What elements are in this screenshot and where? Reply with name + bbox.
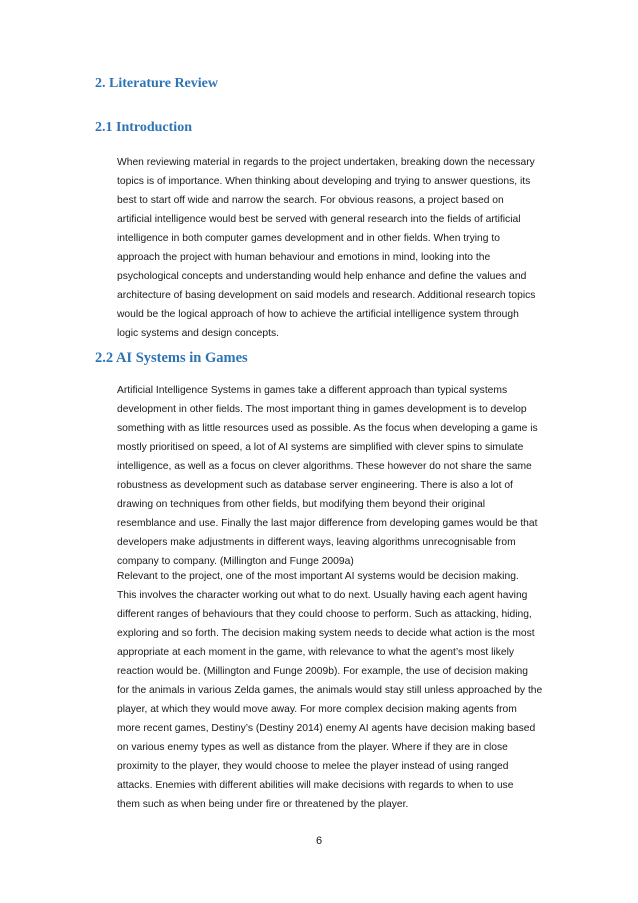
paragraph-line: psychological concepts and understanding would help enhance and define the values and bbox=[117, 271, 527, 282]
paragraph-line: This involves the character working out what to do next. Usually having each agent having bbox=[117, 590, 528, 601]
paragraph-line: for the animals in various Zelda games, the animals would stay still unless approached by the bbox=[117, 685, 543, 696]
paragraph-line: different ranges of behaviours that they could choose to perform. Such as attacking, hiding, bbox=[117, 609, 532, 620]
subsection-heading-introduction: 2.1 Introduction bbox=[95, 120, 192, 135]
paragraph-line: architecture of basing development on said models and research. Additional research topics bbox=[117, 290, 536, 301]
paragraph-line: When reviewing material in regards to the project undertaken, breaking down the necessary bbox=[117, 157, 535, 168]
paragraph-line: exploring and so forth. The decision making system needs to decide what action is the most bbox=[117, 628, 535, 639]
ai-systems-paragraph-2 bbox=[117, 567, 572, 814]
paragraph-line: Artificial Intelligence Systems in games take a different approach than typical systems bbox=[117, 385, 508, 396]
paragraph-line: Relevant to the project, one of the most important AI systems would be decision making. bbox=[117, 571, 519, 582]
paragraph-line: drawing on techniques from other fields, but modifying them beyond their original bbox=[117, 499, 486, 510]
paragraph-line: best to start off wide and narrow the search. For obvious reasons, a project based on bbox=[117, 195, 504, 206]
ai-systems-paragraph-1 bbox=[117, 381, 572, 571]
paragraph-line: developers make adjustments in different ways, leaving algorithms unrecognisable from bbox=[117, 537, 516, 548]
paragraph-line: intelligence in both computer games development and in other fields. When trying to bbox=[117, 233, 500, 244]
paragraph-line: logic systems and design concepts. bbox=[117, 328, 279, 339]
paragraph-line: intelligence, as well as a focus on clever algorithms. These however do not share the same bbox=[117, 461, 532, 472]
paragraph-line: topics is of importance. When thinking about developing and trying to answer questions, its bbox=[117, 176, 531, 187]
paragraph-line: robustness as development such as database server engineering. There is also a lot of bbox=[117, 480, 513, 491]
paragraph-line: resemblance and use. Finally the last major difference from developing games would be that bbox=[117, 518, 538, 529]
paragraph-line: appropriate at each moment in the game, with relevance to what the agent’s most likely bbox=[117, 647, 515, 658]
subsection-heading-ai-systems-in-games: 2.2 AI Systems in Games bbox=[95, 350, 248, 366]
paragraph-line: player, at which they would move away. For more complex decision making agents from bbox=[117, 704, 517, 715]
paragraph-line: artificial intelligence would best be served with general research into the fields of artificial bbox=[117, 214, 521, 225]
paragraph-line: them such as when being under fire or threatened by the player. bbox=[117, 799, 409, 810]
paragraph-line: reaction would be. (Millington and Funge 2009b). For example, the use of decision making bbox=[117, 666, 528, 677]
paragraph-line: approach the project with human behaviour and emotions in mind, looking into the bbox=[117, 252, 491, 263]
page-number: 6 bbox=[315, 835, 323, 847]
paragraph-line: company to company. (Millington and Funge 2009a) bbox=[117, 556, 354, 567]
section-heading-literature-review: 2. Literature Review bbox=[95, 76, 218, 91]
paragraph-line: mostly prioritised on speed, a lot of AI systems are simplified with clever spins to simulate bbox=[117, 442, 524, 453]
paragraph-line: something with as little resources used as possible. As the focus when developing a game is bbox=[117, 423, 538, 434]
introduction-paragraph bbox=[117, 153, 572, 343]
paragraph-line: development in other fields. The most important thing in games development is to develop bbox=[117, 404, 527, 415]
paragraph-line: would be the logical approach of how to achieve the artificial intelligence system through bbox=[117, 309, 519, 320]
paragraph-line: more recent games, Destiny’s (Destiny 2014) enemy AI agents have decision making based bbox=[117, 723, 536, 734]
paragraph-line: attacks. Enemies with different abilities will make decisions with regards to when to use bbox=[117, 780, 514, 791]
paragraph-line: on various enemy types as well as distance from the player. Where if they are in close bbox=[117, 742, 508, 753]
paragraph-line: proximity to the player, they would choose to melee the player instead of using ranged bbox=[117, 761, 509, 772]
